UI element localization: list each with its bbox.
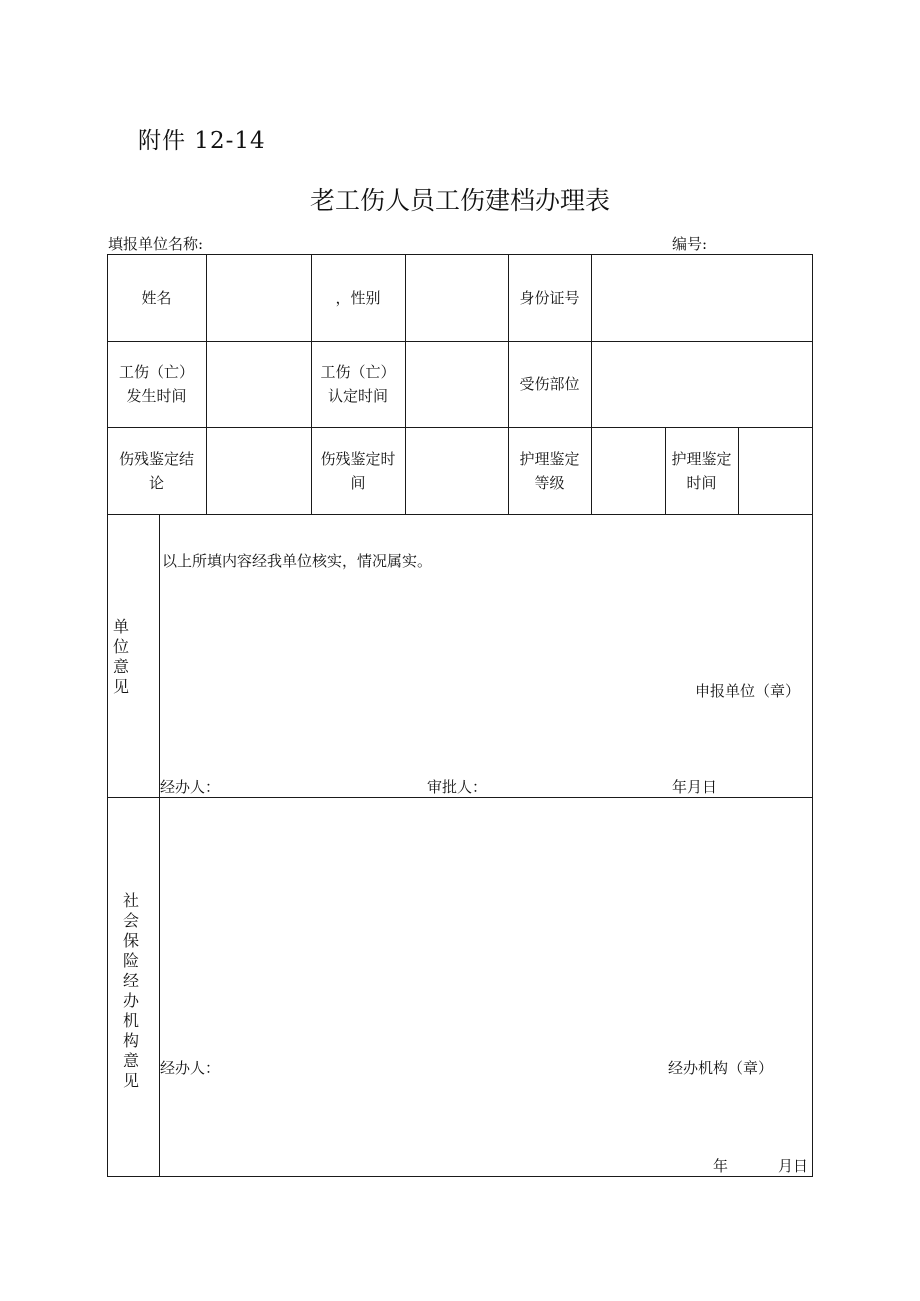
col-divider-5 — [591, 254, 592, 514]
attachment-number: 附件 12-14 — [138, 128, 266, 154]
col-divider-3 — [405, 254, 406, 514]
agency-opinion-char: 办 — [122, 991, 139, 1010]
unit-name-label: 填报单位名称: — [108, 235, 204, 253]
form-title: 老工伤人员工伤建档办理表 — [309, 186, 610, 215]
nursing-level-label — [508, 427, 591, 514]
row-divider-3 — [107, 514, 813, 515]
unit-opinion-char: 见 — [112, 677, 129, 696]
id-number-label: 身份证号 — [519, 288, 580, 307]
unit-approver-label: 审批人： — [427, 778, 488, 796]
occur-time-label-line2: 发生时间 — [126, 387, 187, 405]
name-label: 姓名 — [141, 288, 172, 307]
agency-opinion-side-label — [119, 891, 143, 1091]
nursing-level-label-line2: 等级 — [534, 473, 565, 492]
unit-opinion-side-label — [109, 617, 133, 697]
disability-result-label — [107, 427, 206, 514]
border-right — [812, 254, 813, 1177]
unit-date-label: 年月日 — [672, 778, 718, 796]
nursing-level-label-line1: 护理鉴定 — [519, 449, 580, 468]
unit-handler-label: 经办人： — [160, 778, 221, 796]
col-divider-1 — [206, 254, 207, 514]
disability-result-label-line2: 论 — [148, 473, 164, 492]
agency-opinion-char: 见 — [122, 1071, 139, 1090]
unit-verification-statement: 以上所填内容经我单位核实，情况属实。 — [162, 552, 433, 570]
nursing-time-label — [665, 427, 738, 514]
unit-opinion-char: 位 — [112, 637, 129, 656]
number-label: 编号: — [672, 235, 708, 253]
agency-monthday-label: 月日 — [778, 1157, 809, 1175]
agency-opinion-char: 社 — [122, 891, 139, 910]
gender-label: ，性别 — [335, 288, 381, 307]
nursing-time-label-line1: 护理鉴定 — [671, 449, 732, 468]
row-divider-1 — [107, 341, 813, 342]
disability-time-label-line2: 间 — [350, 473, 366, 492]
unit-opinion-char: 单 — [112, 617, 129, 636]
occur-time-label-line1: 工伤（亡） — [118, 363, 194, 381]
agency-opinion-char: 经 — [122, 971, 139, 990]
row-divider-4 — [107, 797, 813, 798]
agency-handler-label: 经办人： — [160, 1059, 221, 1077]
confirm-time-label — [311, 341, 405, 427]
col-divider-7 — [738, 427, 739, 514]
injury-record-form — [107, 254, 813, 1177]
agency-opinion-char: 构 — [122, 1031, 139, 1050]
border-bottom — [107, 1176, 813, 1177]
unit-opinion-char: 意 — [112, 657, 129, 676]
agency-year-label: 年 — [713, 1157, 729, 1175]
agency-opinion-char: 险 — [122, 951, 139, 970]
agency-opinion-char: 保 — [122, 931, 139, 950]
disability-time-label-line1: 伤残鉴定时 — [320, 449, 396, 468]
disability-time-label — [311, 427, 405, 514]
occur-time-label — [107, 341, 206, 427]
disability-result-label-line1: 伤残鉴定结 — [118, 449, 194, 468]
agency-opinion-char: 会 — [122, 911, 139, 930]
agency-opinion-char: 机 — [122, 1011, 139, 1030]
injury-part-label: 受伤部位 — [519, 375, 580, 393]
agency-opinion-char: 意 — [122, 1051, 139, 1070]
nursing-time-label-line2: 时间 — [686, 473, 717, 492]
agency-seal: 经办机构（章） — [668, 1059, 774, 1077]
confirm-time-label-line1: 工伤（亡） — [320, 363, 396, 381]
border-top — [107, 254, 813, 255]
applicant-unit-seal: 申报单位（章） — [695, 682, 801, 700]
confirm-time-label-line2: 认定时间 — [327, 387, 388, 405]
